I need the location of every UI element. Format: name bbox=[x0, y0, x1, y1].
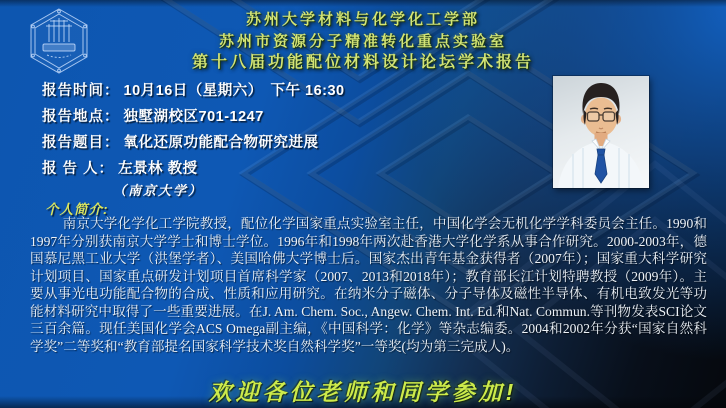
speaker-portrait-photo bbox=[553, 76, 649, 188]
laboratory-title: 苏州市资源分子精准转化重点实验室 bbox=[218, 32, 507, 50]
welcome-message: 欢迎各位老师和同学参加! bbox=[208, 379, 518, 405]
lecture-location-row bbox=[42, 105, 345, 131]
topic-value: 氧化还原功能配合物研究进展 bbox=[123, 135, 319, 151]
speaker-value: 左景林 教授 bbox=[118, 161, 198, 177]
time-value: 10月16日（星期六） 下午 16:30 bbox=[123, 83, 345, 99]
header-titles bbox=[0, 9, 726, 74]
lecture-time-row bbox=[42, 79, 345, 105]
bio-paragraph: 南京大学化学化工学院教授，配位化学国家重点实验室主任，中国化学会无机化学学科委员会主任。1990和1997年分别获南京大学学士和博士学位。1996年和1998年两次赴香港大学化学系从事合作研究。2000-2003年，德国慕尼黑工业大学（洪堡学者）、美国哈佛大学博士后。国家杰出青年基金获得者（2007年）；国家重大科学研究计划项目、国家重点研发计划项目首席科学家（2007、2013和2018年）；教育部长江计划特聘教授（2009年）。主要从事光电功能配合物的合成、性质和应用研究。在纳米分子磁体、分子导体及磁性半导体、有机电致发光等功能材料研究中取得了一些重要进展。在J. Am. Chem. Soc., Angew. Chem. Int. Ed.和Nat. Commun.等刊物发表SCI论文三百余篇。现任美国化学会ACS Omega副主编，《中国科学：化学》等杂志编委。2004和2002年分获“国家自然科学奖”二等奖和“教育部提名国家科学技术奖自然科学奖”一等奖(均为第三完成人)。 bbox=[30, 216, 707, 354]
speaker-affiliation: （南京大学） bbox=[113, 183, 204, 198]
bio-heading: 个人简介: bbox=[45, 202, 109, 217]
speaker-label: 报 告 人： bbox=[42, 161, 115, 177]
topic-label: 报告题目： bbox=[42, 135, 120, 151]
location-label: 报告地点： bbox=[42, 109, 120, 125]
lecture-topic-row bbox=[42, 131, 345, 157]
forum-title: 第十八届功能配位材料设计论坛学术报告 bbox=[191, 54, 534, 71]
lecture-info bbox=[42, 79, 345, 183]
portrait-illustration bbox=[553, 76, 649, 188]
location-value: 独墅湖校区701-1247 bbox=[123, 109, 264, 125]
department-title: 苏州大学材料与化学化工学部 bbox=[245, 11, 480, 28]
time-label: 报告时间： bbox=[42, 83, 120, 99]
